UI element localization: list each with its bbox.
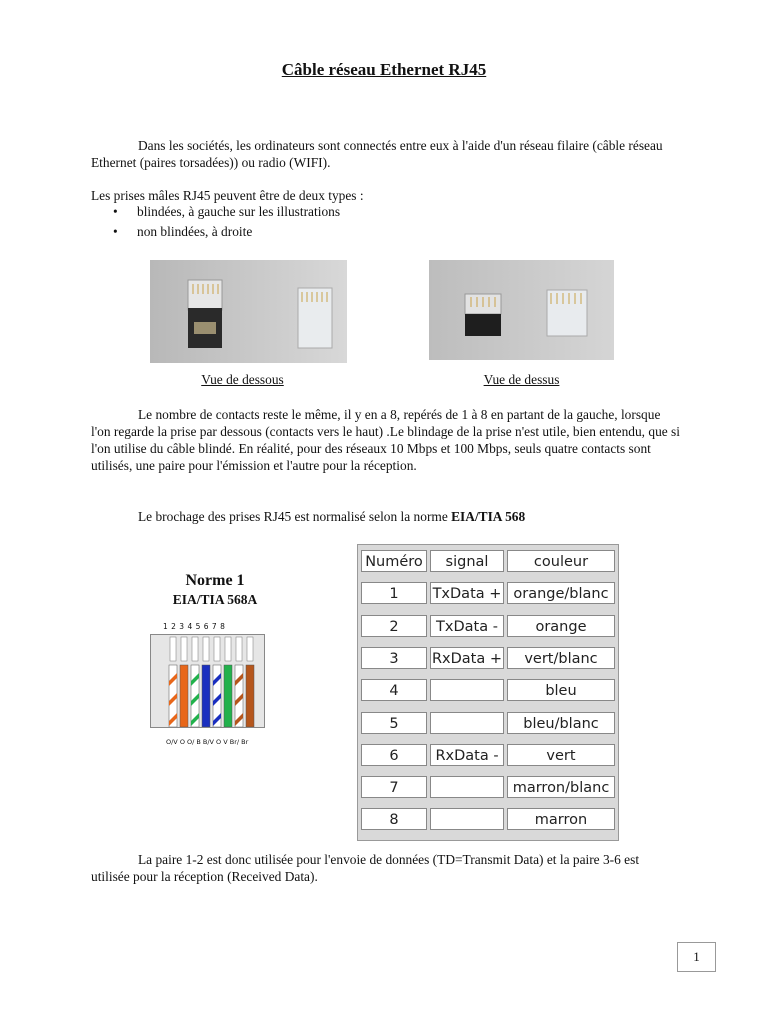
table-cell: orange/blanc bbox=[507, 582, 615, 604]
pinout-table bbox=[357, 544, 619, 841]
table-cell: marron bbox=[507, 808, 615, 830]
table-cell: TxData + bbox=[430, 582, 504, 604]
wire-labels: O/V O O/ B B/V O V Br/ Br bbox=[166, 738, 249, 746]
pin-slot bbox=[247, 637, 253, 661]
table-cell: bleu bbox=[507, 679, 615, 701]
diagram-title: Norme 1 bbox=[185, 572, 245, 589]
table-header-cell: couleur bbox=[507, 550, 615, 572]
page-title: Câble réseau Ethernet RJ45 bbox=[281, 60, 487, 79]
table-cell bbox=[430, 808, 504, 830]
table-cell: vert/blanc bbox=[507, 647, 615, 669]
table-cell: RxData + bbox=[430, 647, 504, 669]
table-cell: RxData - bbox=[430, 744, 504, 766]
connector-diagram bbox=[150, 634, 265, 728]
table-cell: 3 bbox=[361, 647, 427, 669]
pin-slot bbox=[214, 637, 220, 661]
table-cell: vert bbox=[507, 744, 615, 766]
wire-8 bbox=[246, 665, 254, 727]
diagram-subtitle: EIA/TIA 568A bbox=[172, 592, 258, 607]
bullet-item: • blindées, à gauche sur les illustrations bbox=[113, 204, 341, 219]
closing-paragraph: La paire 1-2 est donc utilisée pour l'envoie de données (TD=Transmit Data) et la paire 3-6 est utilisée pour la réception (Received Data). bbox=[91, 852, 640, 884]
table-cell: 6 bbox=[361, 744, 427, 766]
intro-paragraph: Dans les sociétés, les ordinateurs sont connectés entre eux à l'aide d'un réseau filaire (câble réseau Ethernet (paires torsadées)) ou radio (WIFI). bbox=[91, 138, 663, 170]
table-header-cell: Numéro bbox=[361, 550, 427, 572]
contacts-paragraph: Le nombre de contacts reste le même, il y en a 8, repérés de 1 à 8 en partant de la gauche, lorsque l'on regarde la prise par dessous (contacts vers le haut) .Le blindage de la prise n'est utile, bien entendu, que si l'on utilise du câble blindé. En réalité, pour des réseaux 10 Mbps et 100 Mbps, seuls quatre contacts sont utilisés, une paire pour l'émission et l'autre pour la réception. bbox=[91, 407, 680, 473]
pin-slot bbox=[181, 637, 187, 661]
table-cell: 4 bbox=[361, 679, 427, 701]
pin-numbers: 1 2 3 4 5 6 7 8 bbox=[163, 622, 226, 631]
caption-underside: Vue de dessous bbox=[201, 372, 284, 387]
wire-2 bbox=[180, 665, 188, 727]
caption-top: Vue de dessus bbox=[483, 372, 560, 387]
table-cell: bleu/blanc bbox=[507, 712, 615, 734]
table-cell: 7 bbox=[361, 776, 427, 798]
types-intro: Les prises mâles RJ45 peuvent être de deux types : bbox=[91, 188, 364, 203]
pin-slot bbox=[192, 637, 198, 661]
norm-sentence: Le brochage des prises RJ45 est normalisé selon la norme EIA/TIA 568 bbox=[138, 509, 526, 524]
table-header-cell: signal bbox=[430, 550, 504, 572]
table-cell: 1 bbox=[361, 582, 427, 604]
bullet-item: • non blindées, à droite bbox=[113, 224, 253, 239]
table-cell: orange bbox=[507, 615, 615, 637]
pin-slot bbox=[170, 637, 176, 661]
table-cell bbox=[430, 712, 504, 734]
wire-6 bbox=[224, 665, 232, 727]
table-cell: TxData - bbox=[430, 615, 504, 637]
table-cell: 2 bbox=[361, 615, 427, 637]
pin-slot bbox=[225, 637, 231, 661]
table-cell: marron/blanc bbox=[507, 776, 615, 798]
table-cell: 5 bbox=[361, 712, 427, 734]
table-cell bbox=[430, 679, 504, 701]
wire-4 bbox=[202, 665, 210, 727]
photo-underside-view bbox=[150, 260, 347, 363]
page-number: 1 bbox=[677, 942, 716, 972]
pin-slot bbox=[236, 637, 242, 661]
table-cell: 8 bbox=[361, 808, 427, 830]
photo-top-view bbox=[429, 260, 614, 360]
table-cell bbox=[430, 776, 504, 798]
pin-slot bbox=[203, 637, 209, 661]
